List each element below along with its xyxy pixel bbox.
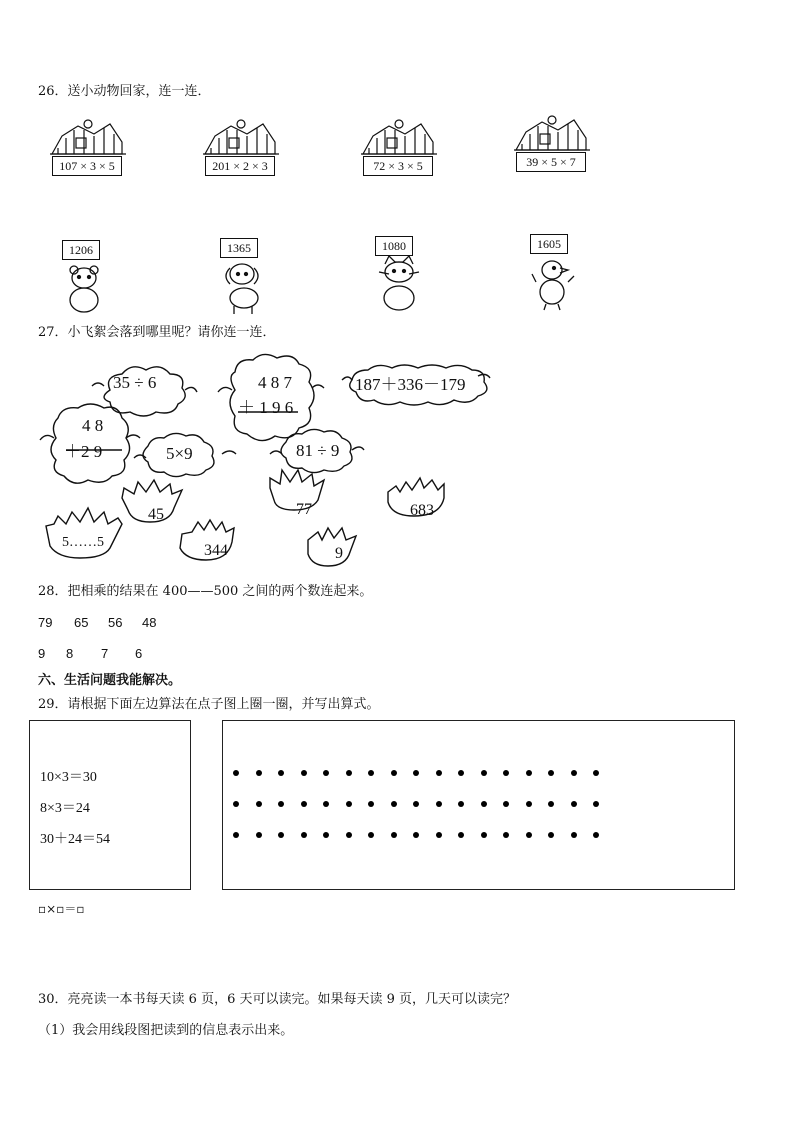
dot[interactable] [368, 801, 374, 807]
house-expression: 72 × 3 × 5 [363, 156, 433, 176]
house-expression: 201 × 2 × 3 [205, 156, 275, 176]
grass-3-label: 683 [410, 502, 434, 519]
cloud-6-label: 81 ÷ 9 [296, 441, 340, 460]
dot[interactable] [526, 832, 532, 838]
dot[interactable] [548, 770, 554, 776]
animal-1 [62, 240, 122, 316]
row2-number: 8 [66, 646, 74, 661]
dot-row [233, 770, 633, 780]
dot[interactable] [458, 832, 464, 838]
cat-icon [375, 256, 425, 316]
calc-line: 8×3＝24 [40, 801, 90, 816]
dot[interactable] [436, 801, 442, 807]
dot[interactable] [256, 770, 262, 776]
animal-4 [530, 234, 590, 310]
calc-line: 10×3＝30 [40, 770, 97, 785]
animal-number-tag: 1365 [220, 238, 258, 258]
row2-number: 7 [101, 646, 109, 661]
dot[interactable] [413, 832, 419, 838]
dot[interactable] [346, 801, 352, 807]
dot[interactable] [481, 770, 487, 776]
question-28-title: 28．把相乘的结果在 400——500 之间的两个数连起来。 [38, 584, 373, 599]
cloud-4-bottom-label: ＋2 9 [64, 442, 103, 461]
animal-number-tag: 1206 [62, 240, 100, 260]
dot[interactable] [413, 770, 419, 776]
cloud-1-label: 35 ÷ 6 [113, 373, 157, 392]
dot[interactable] [256, 801, 262, 807]
house-icon [48, 118, 128, 158]
dot-diagram-box [222, 720, 735, 890]
dot[interactable] [278, 832, 284, 838]
house-expression: 107 × 3 × 5 [52, 156, 122, 176]
bear-icon [62, 260, 112, 320]
animal-number-tag: 1605 [530, 234, 568, 254]
section-6-title: 六、生活问题我能解决。 [38, 673, 182, 688]
dot[interactable] [323, 770, 329, 776]
dot[interactable] [436, 770, 442, 776]
calc-box [29, 720, 191, 890]
cloud-3-label: 187＋336－179 [355, 375, 466, 394]
house-icon [359, 118, 439, 158]
dot[interactable] [391, 801, 397, 807]
grass-4-label: 5……5 [62, 535, 104, 550]
house-icon [201, 118, 281, 158]
question-30-title: 30．亮亮读一本书每天读 6 页，6 天可以读完。如果每天读 9 页，几天可以读完？ [38, 992, 517, 1007]
dot[interactable] [346, 832, 352, 838]
house-4 [512, 114, 592, 174]
dot-row [233, 801, 633, 811]
dot[interactable] [368, 770, 374, 776]
dot[interactable] [233, 832, 239, 838]
dot[interactable] [436, 832, 442, 838]
dot[interactable] [571, 770, 577, 776]
dot[interactable] [458, 801, 464, 807]
row1-number: 56 [108, 615, 123, 630]
dot-row [233, 832, 633, 842]
dot[interactable] [413, 801, 419, 807]
dot[interactable] [458, 770, 464, 776]
calc-line: 30＋24＝54 [40, 832, 110, 847]
dot[interactable] [526, 801, 532, 807]
house-expression: 39 × 5 × 7 [516, 152, 586, 172]
dot[interactable] [346, 770, 352, 776]
house-3 [359, 118, 439, 178]
dot[interactable] [323, 832, 329, 838]
grass-6-shape [308, 528, 356, 566]
row1-number: 79 [38, 615, 53, 630]
grass-1-label: 45 [148, 506, 164, 523]
dot[interactable] [256, 832, 262, 838]
row1-number: 48 [142, 615, 157, 630]
grass-2-label: 77 [296, 501, 312, 518]
dot[interactable] [593, 801, 599, 807]
question-29-title: 29．请根据下面左边算法在点子图上圈一圈，并写出算式。 [38, 697, 380, 712]
cloud-5-label: 5×9 [166, 444, 193, 463]
dot[interactable] [481, 832, 487, 838]
dot[interactable] [391, 832, 397, 838]
answer-blank-line: ▫×▫＝▫ [38, 902, 85, 916]
dot[interactable] [301, 832, 307, 838]
dog-icon [220, 258, 270, 318]
question-30-sub1: （1）我会用线段图把读到的信息表示出来。 [38, 1023, 294, 1038]
dot[interactable] [301, 801, 307, 807]
dot[interactable] [548, 832, 554, 838]
cloud-4-top-label: 4 8 [82, 416, 104, 435]
dot[interactable] [481, 801, 487, 807]
dot[interactable] [278, 801, 284, 807]
dot[interactable] [593, 770, 599, 776]
dot[interactable] [503, 832, 509, 838]
house-2 [201, 118, 281, 178]
row2-number: 9 [38, 646, 46, 661]
dot[interactable] [233, 801, 239, 807]
question-27-title: 27．小飞絮会落到哪里呢？请你连一连． [38, 325, 276, 340]
dot[interactable] [571, 801, 577, 807]
dot[interactable] [301, 770, 307, 776]
animal-2 [220, 238, 280, 314]
grass-6-label: 9 [335, 545, 343, 562]
cloud-2-top-label: 4 8 7 [258, 373, 292, 392]
cloud-2-bottom-label: ＋ 1 9 6 [238, 398, 294, 417]
animal-number-tag: 1080 [375, 236, 413, 256]
chick-icon [530, 254, 580, 314]
dot[interactable] [548, 801, 554, 807]
dot[interactable] [593, 832, 599, 838]
animal-3 [375, 236, 435, 312]
dot[interactable] [233, 770, 239, 776]
dot[interactable] [571, 832, 577, 838]
dot[interactable] [278, 770, 284, 776]
dot[interactable] [526, 770, 532, 776]
dot[interactable] [503, 801, 509, 807]
house-icon [512, 114, 592, 154]
dot[interactable] [323, 801, 329, 807]
house-1 [48, 118, 128, 178]
row1-number: 65 [74, 615, 89, 630]
dot[interactable] [391, 770, 397, 776]
question-26-title: 26．送小动物回家，连一连． [38, 84, 211, 99]
grass-5-label: 344 [204, 542, 228, 559]
dot[interactable] [368, 832, 374, 838]
row2-number: 6 [135, 646, 143, 661]
dot[interactable] [503, 770, 509, 776]
